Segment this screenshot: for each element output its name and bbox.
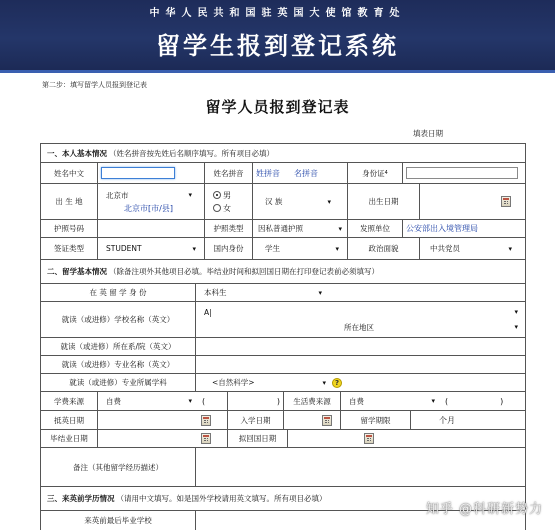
funding-row — [40, 392, 526, 411]
passport-type-label: 护照类型 — [213, 224, 244, 233]
study-status-label: 在 英 留 学 身 份 — [89, 288, 147, 297]
school-select[interactable]: A| ▾ — [204, 307, 518, 317]
school-row — [40, 302, 526, 338]
section1-header — [40, 143, 526, 163]
living-source-select[interactable]: 自费 ▾ — [349, 396, 435, 406]
chevron-down-icon: ▾ — [322, 378, 326, 387]
political-select[interactable]: 中共党员 ▾ — [430, 244, 512, 253]
major-row — [40, 356, 526, 374]
visa-type-label: 签证类型 — [54, 244, 84, 253]
name-cn-label: 姓名中文 — [54, 168, 84, 178]
passport-no-input[interactable] — [101, 223, 197, 235]
system-title: 留学生报到登记系统 — [156, 32, 399, 60]
duration-unit: 个月 — [439, 415, 455, 425]
passport-row — [40, 220, 526, 238]
chevron-down-icon: ▾ — [431, 397, 435, 405]
calendar-icon[interactable] — [322, 415, 332, 426]
section2-title: 二、留学基本情况 — [47, 267, 107, 276]
subject-row — [40, 374, 526, 392]
name-row — [40, 163, 526, 184]
duration-label: 留学期限 — [360, 415, 391, 425]
radio-icon — [213, 204, 221, 212]
domestic-status-label: 国内身份 — [213, 244, 244, 253]
issuer-input[interactable]: 公安部出入境管理局 — [406, 224, 478, 233]
dept-label: 就读（或进修）所在系/院（英文） — [60, 342, 176, 351]
chevron-down-icon: ▾ — [338, 224, 342, 233]
agency-name: 中华人民共和国驻英国大使馆教育处 — [149, 8, 406, 19]
chevron-down-icon: ▾ — [514, 323, 518, 331]
section2-header — [40, 260, 526, 284]
radio-selected-icon — [213, 191, 221, 199]
study-status-row — [40, 284, 526, 302]
section1-title: 一、本人基本情况 — [47, 148, 107, 158]
dates-row — [40, 411, 526, 430]
ethnicity-select[interactable]: 汉 族 ▾ — [265, 197, 331, 206]
return-date-label: 拟回国日期 — [238, 434, 277, 443]
graduate-row — [40, 430, 526, 448]
calendar-icon[interactable] — [501, 196, 511, 207]
calendar-icon[interactable] — [201, 433, 211, 444]
tuition-source-label: 学费来源 — [54, 396, 84, 406]
tuition-detail-open: ( — [202, 396, 206, 406]
major-label: 就读（或进修）专业名称（英文） — [61, 360, 175, 369]
dept-row — [40, 338, 526, 356]
birthplace-label: 出 生 地 — [55, 197, 83, 206]
gender-female-option[interactable]: 女 — [213, 203, 231, 214]
chevron-down-icon: ▾ — [188, 397, 192, 405]
chevron-down-icon: ▾ — [318, 288, 322, 297]
last-school-label: 来英前最后毕业学校 — [84, 516, 152, 525]
chevron-down-icon: ▾ — [335, 244, 339, 253]
section1-note: （姓名拼音按先姓后名顺序填写。所有项目必填） — [109, 148, 274, 158]
chevron-down-icon: ▾ — [188, 191, 192, 199]
arrival-date-label: 抵英日期 — [54, 415, 84, 425]
section3-title: 三、来英前学历情况 — [47, 494, 115, 503]
remarks-textarea[interactable] — [199, 451, 515, 483]
school-label: 就读（或进修）学校名称（英文） — [61, 315, 175, 324]
birthplace-row — [40, 184, 526, 220]
living-source-label: 生活费来源 — [293, 396, 331, 406]
birthplace-hint: 北京市[市/县] — [124, 204, 173, 213]
issuer-label: 发照单位 — [360, 224, 390, 233]
political-label: 政治面貌 — [368, 244, 399, 253]
calendar-icon[interactable] — [364, 433, 374, 444]
graduate-date-label: 毕结业日期 — [50, 434, 88, 443]
region-select[interactable]: 所在地区 ▾ — [344, 322, 518, 332]
fill-date-label: 填表日期 — [413, 129, 443, 138]
chevron-down-icon: ▾ — [508, 244, 512, 253]
passport-no-label: 护照号码 — [54, 224, 84, 233]
dept-input[interactable] — [199, 341, 515, 353]
visa-row — [40, 238, 526, 260]
birthdate-label: 出生日期 — [368, 197, 399, 206]
watermark: 知乎 @科研新势力 — [425, 502, 543, 517]
domestic-status-select[interactable]: 学生 ▾ — [265, 244, 339, 253]
pinyin-given-input[interactable]: 名拼音 — [294, 168, 318, 178]
tuition-detail-close: ) — [276, 396, 280, 406]
pinyin-surname-input[interactable]: 姓拼音 — [256, 168, 280, 178]
subject-label: 就读（或进修）专业所属学科 — [69, 378, 167, 387]
step-indicator: 第二步：填写留学人员报到登记表 — [42, 81, 147, 89]
pinyin-label: 姓名拼音 — [213, 168, 244, 178]
id-card-input[interactable] — [406, 167, 518, 179]
remarks-label: 备注（其他留学经历描述） — [73, 462, 163, 472]
header-banner — [0, 0, 555, 70]
calendar-icon[interactable] — [201, 415, 211, 426]
chevron-down-icon: ▾ — [514, 308, 518, 316]
tuition-source-select[interactable]: 自费 ▾ — [106, 396, 192, 406]
passport-type-select[interactable]: 因私普通护照 ▾ — [258, 224, 342, 233]
gender-male-option[interactable]: 男 — [213, 190, 231, 201]
name-cn-input[interactable] — [101, 167, 175, 179]
section3-note: （请用中文填写。如是国外学校请用英文填写。所有项目必填） — [116, 494, 327, 503]
visa-type-select[interactable]: STUDENT ▾ — [106, 244, 196, 253]
living-detail-close: ) — [500, 396, 504, 406]
remarks-row — [40, 448, 526, 487]
id-card-label: 身份证 — [362, 168, 385, 178]
birthplace-city-select[interactable]: 北京市 ▾ — [106, 190, 192, 200]
study-status-select[interactable]: 本科生 ▾ — [204, 288, 322, 297]
help-icon[interactable]: ? — [332, 378, 342, 388]
id-card-mark: 4 — [384, 170, 388, 176]
header-divider — [0, 70, 555, 73]
chevron-down-icon: ▾ — [327, 197, 331, 206]
major-input[interactable] — [199, 359, 515, 371]
chevron-down-icon: ▾ — [192, 244, 196, 253]
subject-select[interactable]: <自然科学> ▾ — [212, 378, 326, 387]
enroll-date-label: 入学日期 — [240, 415, 271, 425]
living-detail-open: ( — [445, 396, 449, 406]
form-title: 留学人员报到登记表 — [205, 98, 350, 116]
section2-note: （除备注项外其他项目必填。毕结业时间和拟回国日期在打印登记表前必须填写） — [109, 267, 379, 276]
